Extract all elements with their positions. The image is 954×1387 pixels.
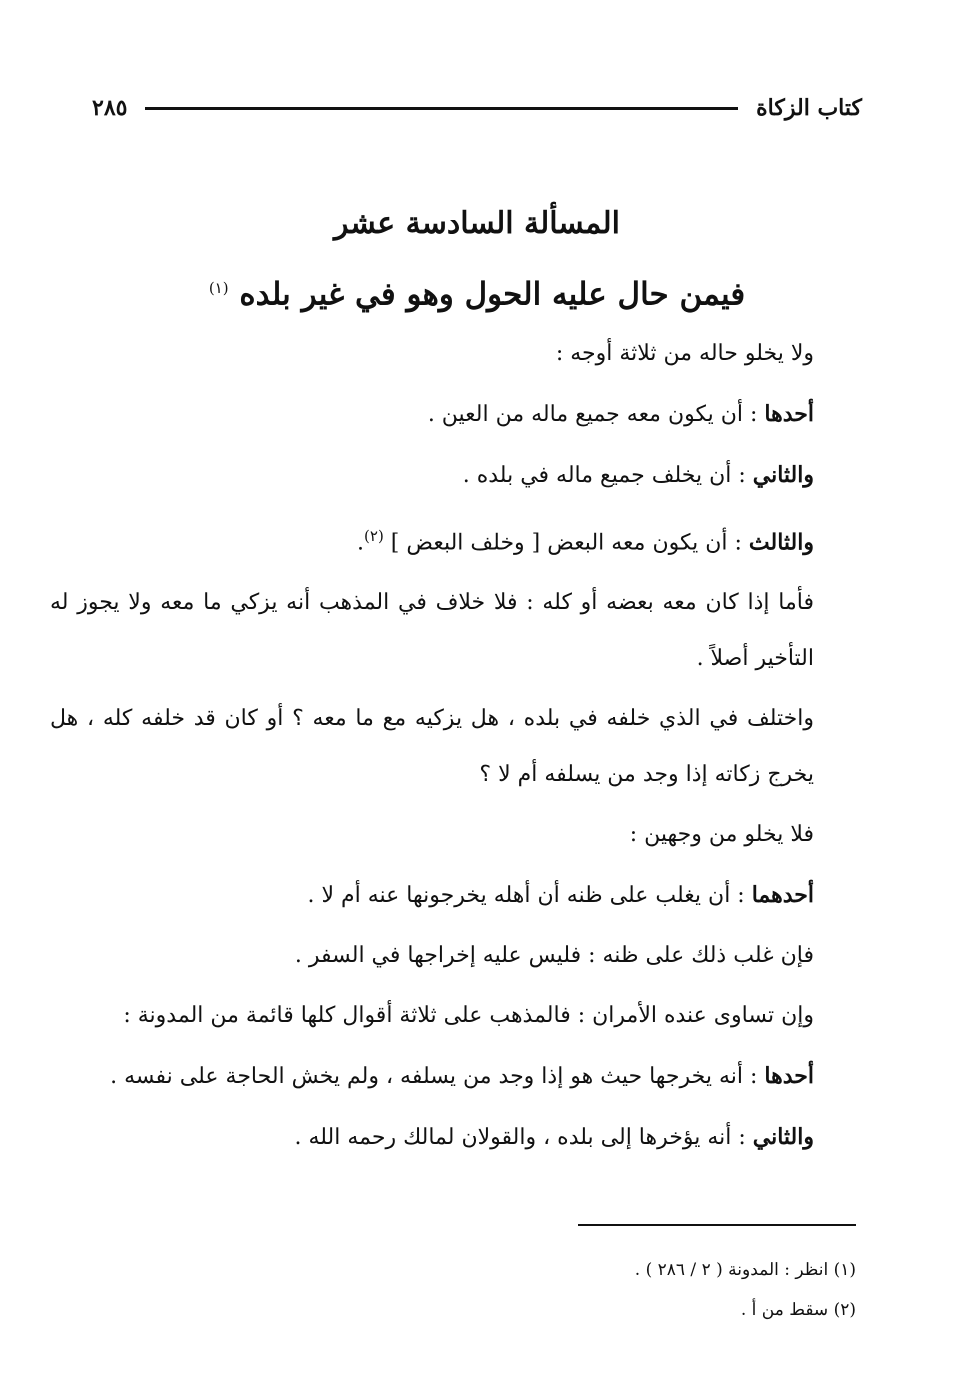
footnotes [356, 1250, 856, 1330]
case-1-text: : أن يكون معه جميع ماله من العين . [427, 402, 765, 427]
case-1-label: أحدها [764, 401, 814, 427]
view-1 [50, 1048, 814, 1105]
intro-paragraph: ولا يخلو حاله من ثلاثة أوجه : [555, 341, 814, 366]
page-number: ٢٨٥ [92, 95, 128, 121]
running-header [92, 88, 862, 128]
view-1-label: أحدها [764, 1063, 814, 1090]
view-2 [50, 1109, 814, 1166]
issue-subtitle-text: فيمن حال عليه الحول وهو في غير بلده [239, 276, 746, 313]
issue-title: المسألة السادسة عشر [333, 206, 620, 241]
footnote-ref-1: (١) [208, 279, 229, 297]
footnote-ref-2: (٢) [364, 527, 384, 545]
view-2-text: : أنه يؤخرها إلى بلده ، والقولان لمالك رحمه الله . [294, 1125, 753, 1151]
option-1-text: : أن يغلب على ظنه أن أهله يخرجونها عنه أم لا . [307, 883, 752, 909]
view-2-label: والثاني [752, 1124, 814, 1151]
footnote-separator [578, 1224, 856, 1226]
book-title: كتاب الزكاة [756, 95, 862, 121]
case-2-label: والثاني [752, 462, 814, 488]
view-1-text: : أنه يخرجها حيث هو إذا وجد من يسلفه ، ولم يخش الحاجة على نفسه . [110, 1064, 765, 1090]
paragraph-1: فأما إذا كان معه بعضه أو كله : فلا خلاف في المذهب أنه يزكي ما معه ولا يجوز له التأخير أصلاً . [50, 590, 814, 672]
case-3-text: : أن يكون معه البعض [ وخلف البعض ] [383, 530, 749, 556]
section-headings [0, 200, 954, 318]
paragraph-2: واختلف في الذي خلفه في بلده ، هل يزكيه مع ما معه ؟ أو كان قد خلفه كله ، هل يخرج زكاته إذا وجد من يسلفه أم لا ؟ [50, 706, 814, 788]
option-1-label: أحدهما [751, 882, 814, 909]
paragraph-4: فإن غلب ذلك على ظنه : فليس عليه إخراجها في السفر . [294, 943, 814, 969]
issue-subtitle [0, 264, 954, 318]
footnote-2: (٢) سقط من أ . [740, 1300, 856, 1320]
case-3 [50, 508, 814, 571]
paragraph-5: وإن تساوى عنده الأمران : فالمذهب على ثلاثة أقوال كلها قائمة من المدونة : [123, 1003, 814, 1029]
case-3-label: والثالث [748, 529, 814, 556]
case-2 [50, 447, 814, 504]
option-1 [50, 867, 814, 924]
footnote-1: (١) انظر : المدونة ( ٢ / ٢٨٦ ) . [634, 1260, 856, 1280]
body-text [50, 326, 814, 1166]
header-rule [145, 107, 738, 110]
case-2-text: : أن يخلف جميع ماله في بلده . [462, 463, 753, 488]
paragraph-3: فلا يخلو من وجهين : [629, 822, 814, 848]
case-1 [50, 386, 814, 443]
case-3-end: . [357, 530, 365, 556]
